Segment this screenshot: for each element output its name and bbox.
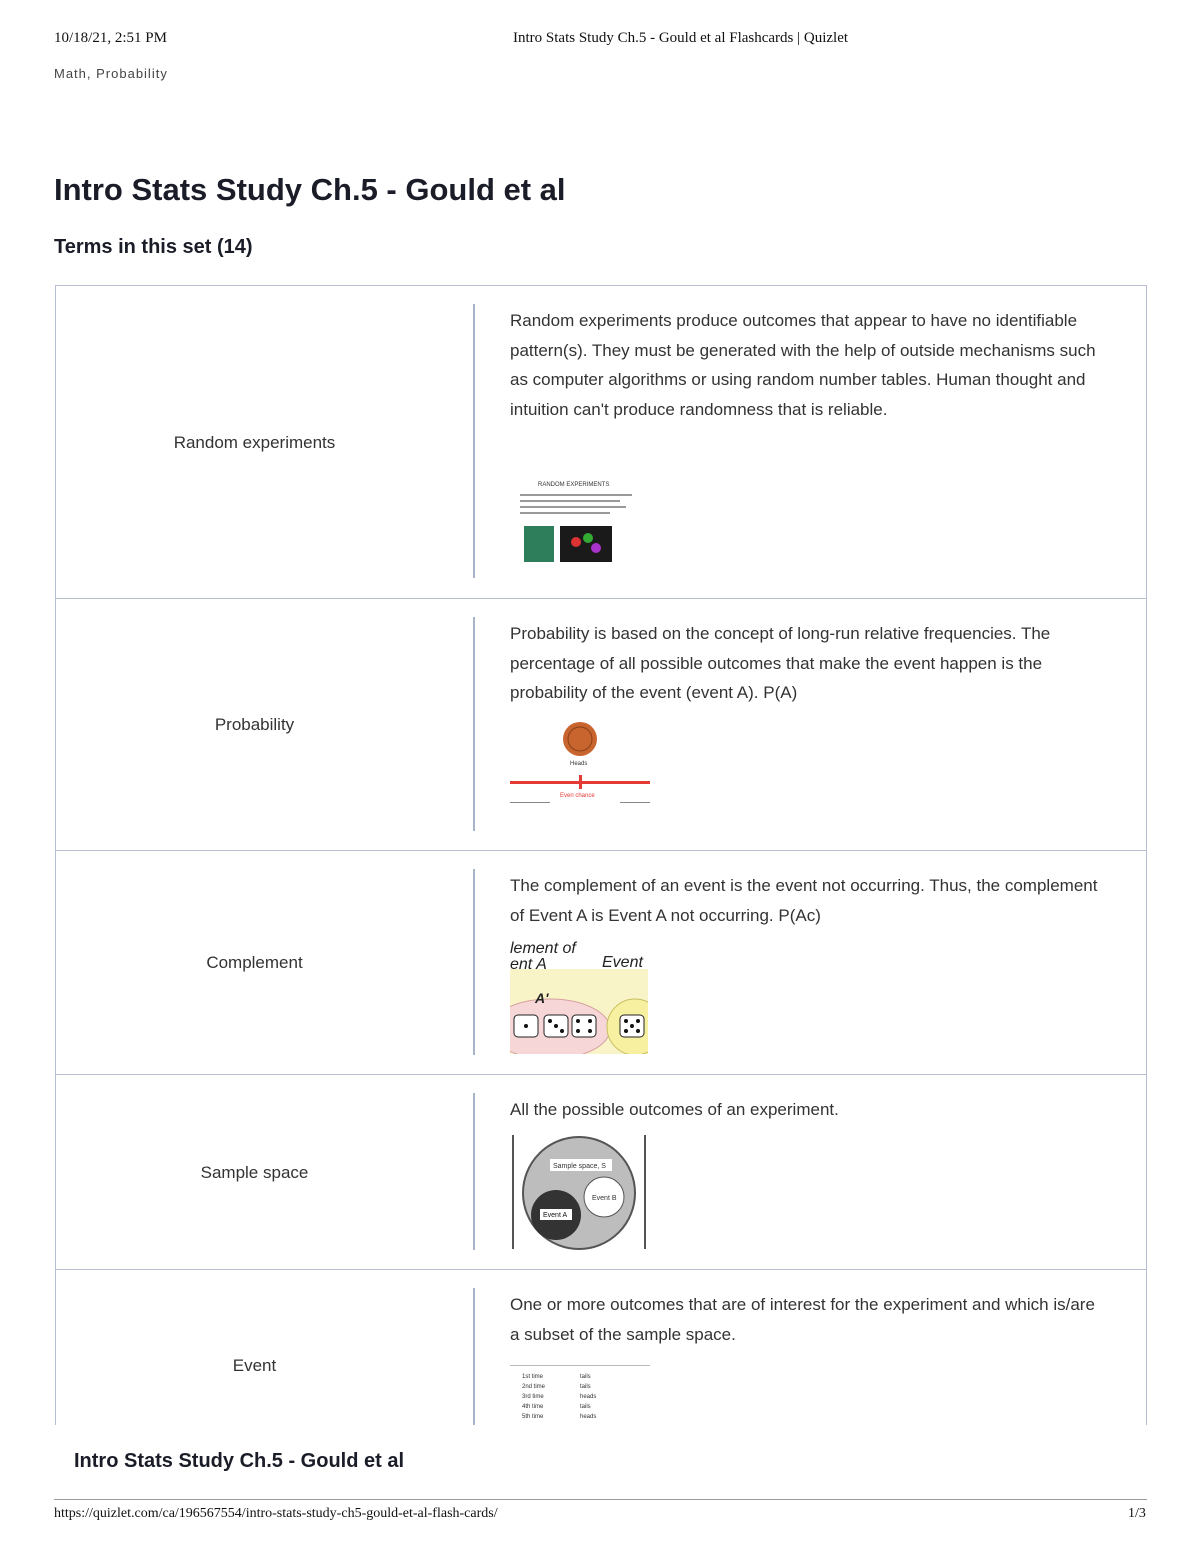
- image-row-value: tails: [580, 1404, 591, 1410]
- divider: [473, 1288, 475, 1425]
- image-label-aprime: A': [535, 990, 549, 1006]
- term-text: Complement: [206, 953, 303, 972]
- definition-text: The complement of an event is the event not occurring. Thus, the complement of Event A is Event A not occurring. P(Ac): [510, 876, 1098, 925]
- definition-image: [510, 476, 640, 568]
- image-label-heads: Heads: [570, 761, 588, 767]
- print-date: 10/18/21, 2:51 PM: [54, 30, 167, 46]
- footer-divider: [54, 1499, 1147, 1500]
- footer-set-title: Intro Stats Study Ch.5 - Gould et al: [74, 1450, 405, 1472]
- definition-text: Probability is based on the concept of long-run relative frequencies. The percentage of all possible outcomes that make the event happen is the probability of the event (event A). P(A): [510, 624, 1051, 702]
- definition-text: All the possible outcomes of an experiment.: [510, 1100, 839, 1119]
- definition-image: [510, 719, 650, 811]
- image-label-complement-2: ent A: [510, 956, 547, 973]
- image-row-label: 5th time: [522, 1414, 544, 1420]
- print-url: https://quizlet.com/ca/196567554/intro-stats-study-ch5-gould-et-al-flash-cards/: [54, 1506, 498, 1521]
- image-label-event: Event: [602, 954, 643, 971]
- divider: [473, 304, 475, 578]
- image-row-value: heads: [580, 1414, 597, 1420]
- terms-list: [55, 285, 1147, 1425]
- term-text: Event: [232, 1355, 277, 1375]
- term-card: [55, 850, 1147, 1076]
- terms-heading: Terms in this set (14): [54, 236, 253, 258]
- image-row-value: tails: [580, 1374, 591, 1380]
- image-row-label: 4th time: [522, 1404, 544, 1410]
- term-text: Sample space: [200, 1162, 309, 1182]
- image-label-event-b: Event B: [592, 1195, 617, 1202]
- term-card: [55, 285, 1147, 600]
- definition-image: [510, 1362, 650, 1422]
- divider: [473, 1093, 475, 1250]
- image-label-complement: lement of: [510, 940, 576, 957]
- divider: [473, 617, 475, 831]
- image-table: [522, 1374, 596, 1420]
- image-label-event-a: Event A: [543, 1212, 568, 1219]
- breadcrumb[interactable]: Math, Probability: [54, 66, 168, 81]
- print-page-title: Intro Stats Study Ch.5 - Gould et al Flashcards | Quizlet: [513, 30, 849, 46]
- term-text: Probability: [214, 715, 295, 734]
- term-card: [55, 598, 1147, 852]
- page-number: 1/3: [1128, 1506, 1146, 1521]
- image-row-value: heads: [580, 1394, 597, 1400]
- image-row-value: tails: [580, 1384, 591, 1390]
- image-label-space: Sample space, S: [553, 1163, 606, 1170]
- divider: [473, 869, 475, 1055]
- image-row-label: 1st time: [522, 1374, 544, 1380]
- image-row-label: 3rd time: [522, 1394, 544, 1400]
- definition-text: One or more outcomes that are of interest for the experiment and which is/are a subset of the sample space.: [510, 1295, 1095, 1344]
- term-card: [55, 1269, 1147, 1425]
- term-text: Random experiments: [173, 432, 336, 452]
- term-card: [55, 1074, 1147, 1271]
- definition-image: [510, 939, 648, 1054]
- image-caption: RANDOM EXPERIMENTS: [538, 482, 610, 488]
- image-row-label: 2nd time: [522, 1384, 546, 1390]
- definition-text: Random experiments produce outcomes that appear to have no identifiable pattern(s). They must be generated with the help of outside mechanisms such as computer algorithms or using random number tables. Human thought and intuition can't produce randomness that is reliable.: [510, 311, 1096, 419]
- image-label-even: Even chance: [560, 793, 595, 799]
- set-title: Intro Stats Study Ch.5 - Gould et al: [54, 172, 566, 207]
- definition-image: [510, 1133, 648, 1251]
